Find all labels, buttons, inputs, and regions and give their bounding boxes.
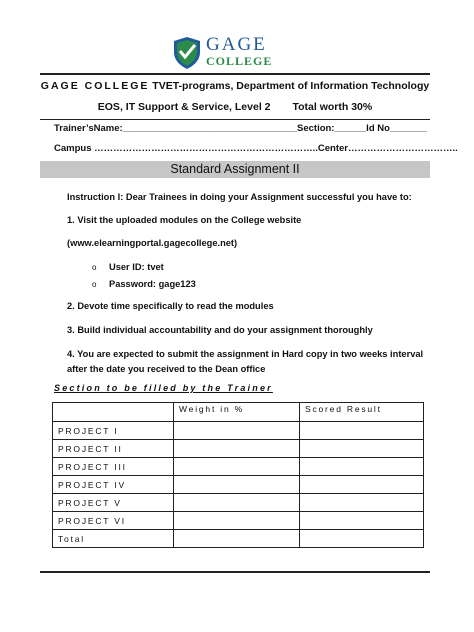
- row-label: Total: [53, 530, 174, 548]
- instruction-item-2: 2. Devote time specifically to read the modules: [67, 301, 274, 311]
- total-worth: Total worth 30%: [292, 101, 373, 113]
- score-cell[interactable]: [300, 530, 424, 548]
- row-label: PROJECT I: [53, 422, 174, 440]
- password-text: Password: gage123: [109, 279, 196, 289]
- section-title: Section to be filled by the Trainer: [54, 383, 273, 393]
- score-cell[interactable]: [300, 512, 424, 530]
- weight-cell[interactable]: [174, 512, 300, 530]
- weight-cell[interactable]: [174, 476, 300, 494]
- header-line: [40, 80, 430, 92]
- instruction-item-4b: after the date you received to the Dean office: [67, 364, 266, 374]
- college-logo: [172, 36, 292, 70]
- userid-bullet: [92, 262, 164, 272]
- table-row: [53, 512, 424, 530]
- college-name: GAGE COLLEGE: [40, 80, 150, 92]
- weight-cell[interactable]: [174, 494, 300, 512]
- instruction-item-3: 3. Build individual accountability and do your assignment thoroughly: [67, 325, 373, 335]
- row-label: PROJECT IV: [53, 476, 174, 494]
- row-label: PROJECT II: [53, 440, 174, 458]
- instruction-intro: Instruction I: Dear Trainees in doing your Assignment successful you have to:: [67, 192, 412, 202]
- score-cell[interactable]: [300, 422, 424, 440]
- bullet-marker: o: [92, 280, 97, 289]
- password-bullet: [92, 279, 196, 289]
- userid-text: User ID: tvet: [109, 262, 164, 272]
- weight-cell[interactable]: [174, 440, 300, 458]
- header-rule: [40, 119, 430, 120]
- table-row: [53, 476, 424, 494]
- weight-cell[interactable]: [174, 458, 300, 476]
- footer-rule: [40, 571, 430, 573]
- logo-word-gage: GAGE: [206, 34, 267, 55]
- score-cell[interactable]: [300, 458, 424, 476]
- table-row: [53, 494, 424, 512]
- logo-word-college: COLLEGE: [206, 54, 273, 68]
- row-label: PROJECT III: [53, 458, 174, 476]
- score-cell[interactable]: [300, 494, 424, 512]
- course-line: [40, 101, 430, 113]
- campus-field-row: Campus ……………………………………………………………..Center……………………………..: [54, 143, 458, 154]
- shield-icon: [172, 36, 202, 70]
- table-row: [53, 458, 424, 476]
- weight-cell[interactable]: [174, 530, 300, 548]
- table-row: [53, 422, 424, 440]
- table-row: [53, 440, 424, 458]
- assignment-title-banner: Standard Assignment II: [40, 161, 430, 178]
- project-score-table: [52, 402, 424, 548]
- header-cell-score: Scored Result: [300, 403, 424, 422]
- instruction-item-1: 1. Visit the uploaded modules on the College website: [67, 215, 302, 225]
- row-label: PROJECT VI: [53, 512, 174, 530]
- score-cell[interactable]: [300, 440, 424, 458]
- weight-cell[interactable]: [174, 422, 300, 440]
- instruction-item-4a: 4. You are expected to submit the assignment in Hard copy in two weeks interval: [67, 349, 424, 359]
- row-label: PROJECT V: [53, 494, 174, 512]
- website-url: (www.elearningportal.gagecollege.net): [67, 238, 238, 248]
- trainer-field-row: Trainer’sName:_________________________________Section:______Id No_______: [54, 123, 427, 134]
- course-name: EOS, IT Support & Service, Level 2: [97, 101, 271, 113]
- department: TVET-programs, Department of Information Technology: [152, 80, 430, 92]
- score-cell[interactable]: [300, 476, 424, 494]
- header-cell-blank: [53, 403, 174, 422]
- top-rule: [40, 73, 430, 75]
- table-row-total: [53, 530, 424, 548]
- bullet-marker: o: [92, 263, 97, 272]
- table-header-row: [53, 403, 424, 422]
- header-cell-weight: Weight in %: [174, 403, 300, 422]
